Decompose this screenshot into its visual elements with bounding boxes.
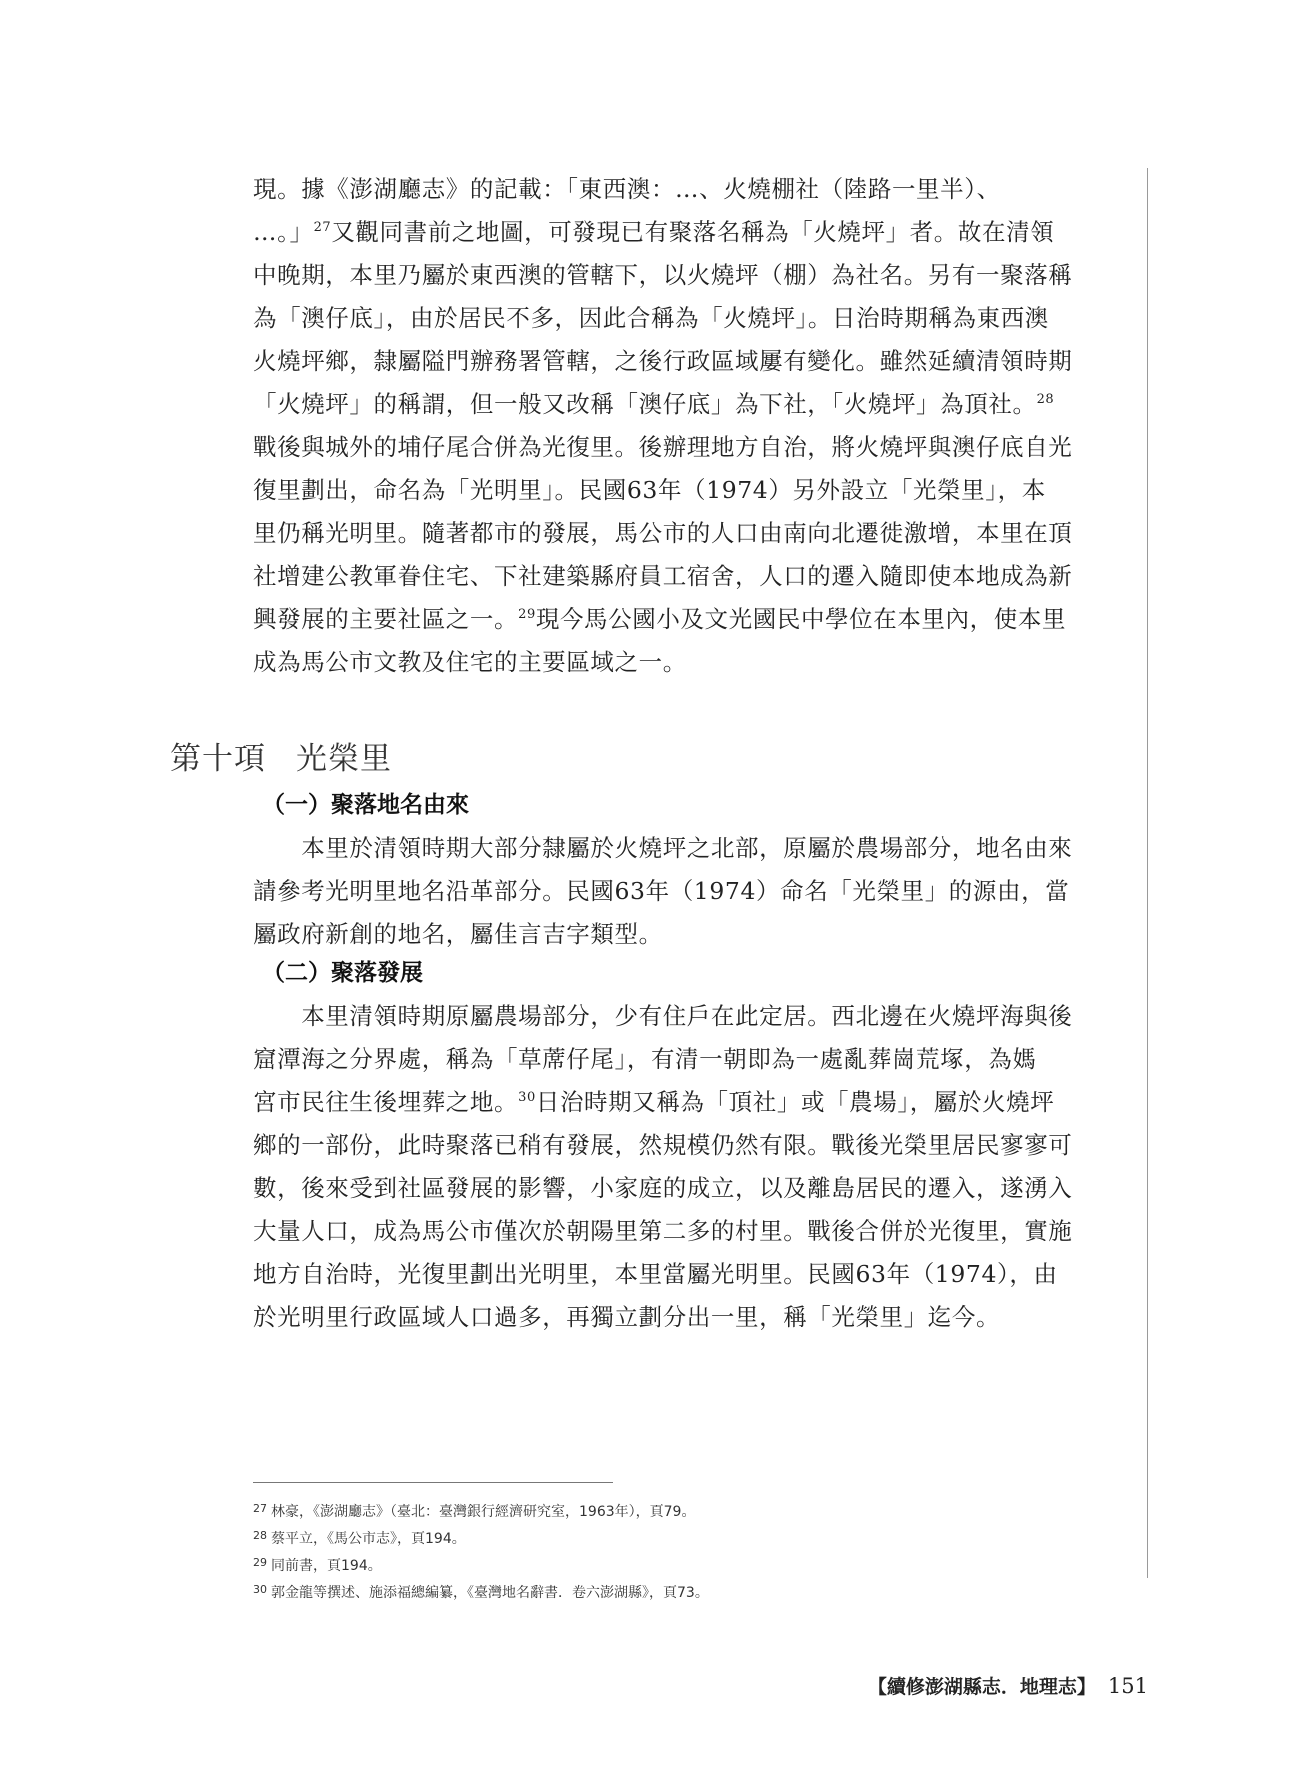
- body-paragraph-intro: [253, 168, 1133, 684]
- text-line: 里仍稱光明里。隨著都市的發展，馬公市的人口由南向北遷徙激增，本里在頂: [253, 519, 1073, 547]
- footnote-reference[interactable]: 29: [518, 607, 536, 622]
- footnote-text: 郭金龍等撰述、施添福總編纂，《臺灣地名辭書．卷六澎湖縣》，頁73。: [271, 1585, 709, 1601]
- footnote-number: 27: [253, 1502, 267, 1515]
- footnote-reference[interactable]: 28: [1036, 392, 1055, 407]
- footnotes: [253, 1497, 1133, 1605]
- footnote-text: 同前書，頁194。: [271, 1558, 382, 1574]
- book-title: 【續修澎湖縣志．地理志】: [867, 1676, 1096, 1698]
- text-segment: 宮市民往生後埋葬之地。: [253, 1088, 519, 1116]
- text-line: 本里於清領時期大部分隸屬於火燒坪之北部，原屬於農場部分，地名由來: [253, 834, 1073, 862]
- text-line: 屬政府新創的地名，屬佳言吉字類型。: [253, 920, 663, 948]
- text-segment: 又觀同書前之地圖，可發現已有聚落名稱為「火燒坪」者。故在清領: [331, 218, 1055, 246]
- text-segment: 現今馬公國小及文光國民中學位在本里內，使本里: [535, 605, 1067, 633]
- footnote-text: 林豪，《澎湖廳志》（臺北：臺灣銀行經濟研究室，1963年），頁79。: [271, 1504, 696, 1520]
- text-line: 火燒坪鄉，隸屬隘門辦務署管轄，之後行政區域屢有變化。雖然延續清領時期: [253, 347, 1073, 375]
- footnote-item: [253, 1551, 1133, 1578]
- text-line: [253, 211, 1133, 254]
- section-title: 光榮里: [296, 741, 392, 777]
- text-line: [253, 598, 1133, 641]
- subsection-heading-development: （二）聚落發展: [262, 959, 423, 986]
- footnote-number: 29: [253, 1556, 267, 1569]
- footnote-item: [253, 1497, 1133, 1524]
- text-line: 窟潭海之分界處，稱為「草蓆仔尾」，有清一朝即為一處亂葬崗荒塚，為媽: [253, 1045, 1037, 1073]
- text-line: [253, 1081, 1133, 1124]
- text-line: 於光明里行政區域人口過多，再獨立劃分出一里，稱「光榮里」迄今。: [253, 1303, 1001, 1331]
- text-line: 復里劃出，命名為「光明里」。民國63年（1974）另外設立「光榮里」，本: [253, 476, 1046, 504]
- footnote-item: [253, 1578, 1133, 1605]
- text-line: [253, 383, 1133, 426]
- text-line: 社增建公教軍眷住宅、下社建築縣府員工宿舍，人口的遷入隨即使本地成為新: [253, 562, 1073, 590]
- text-segment: 興發展的主要社區之一。: [253, 605, 519, 633]
- text-line: 地方自治時，光復里劃出光明里，本里當屬光明里。民國63年（1974），由: [253, 1260, 1058, 1288]
- body-paragraph-name-origin: [253, 827, 1133, 956]
- text-segment: 「火燒坪」的稱謂，但一般又改稱「澳仔底」為下社，「火燒坪」為頂社。: [253, 390, 1037, 418]
- text-line: 大量人口，成為馬公市僅次於朝陽里第二多的村里。戰後合併於光復里，實施: [253, 1217, 1073, 1245]
- page-number: 151: [1107, 1674, 1148, 1698]
- text-segment: …。」: [253, 218, 314, 246]
- footnote-text: 蔡平立，《馬公市志》，頁194。: [271, 1531, 466, 1547]
- text-line: 請參考光明里地名沿革部分。民國63年（1974）命名「光榮里」的源由，當: [253, 877, 1070, 905]
- margin-rule: [1147, 168, 1148, 1578]
- section-number: 第十項: [170, 741, 266, 777]
- text-line: 成為馬公市文教及住宅的主要區域之一。: [253, 648, 687, 676]
- footnote-number: 28: [253, 1529, 267, 1542]
- text-line: 戰後與城外的埔仔尾合併為光復里。後辦理地方自治，將火燒坪與澳仔底自光: [253, 433, 1073, 461]
- footnote-reference[interactable]: 30: [518, 1090, 536, 1105]
- footnote-separator: [253, 1482, 613, 1483]
- text-line: 數，後來受到社區發展的影響，小家庭的成立，以及離島居民的遷入，遂湧入: [253, 1174, 1073, 1202]
- running-footer: [868, 1672, 1148, 1699]
- footnote-item: [253, 1524, 1133, 1551]
- subsection-heading-name-origin: （一）聚落地名由來: [262, 791, 469, 818]
- text-line: 為「澳仔底」，由於居民不多，因此合稱為「火燒坪」。日治時期稱為東西澳: [253, 304, 1049, 332]
- footnote-reference[interactable]: 27: [313, 220, 332, 235]
- footnote-number: 30: [253, 1583, 267, 1596]
- body-paragraph-development: [253, 995, 1133, 1339]
- section-heading: [170, 733, 392, 778]
- text-line: 中晚期，本里乃屬於東西澳的管轄下，以火燒坪（棚）為社名。另有一聚落稱: [253, 261, 1073, 289]
- text-segment: 日治時期又稱為「頂社」或「農場」，屬於火燒坪: [535, 1088, 1055, 1116]
- text-line: 本里清領時期原屬農場部分，少有住戶在此定居。西北邊在火燒坪海與後: [253, 1002, 1073, 1030]
- text-line: 現。據《澎湖廳志》的記載：「東西澳：…、火燒棚社（陸路一里半）、: [253, 175, 1001, 203]
- text-line: 鄉的一部份，此時聚落已稍有發展，然規模仍然有限。戰後光榮里居民寥寥可: [253, 1131, 1073, 1159]
